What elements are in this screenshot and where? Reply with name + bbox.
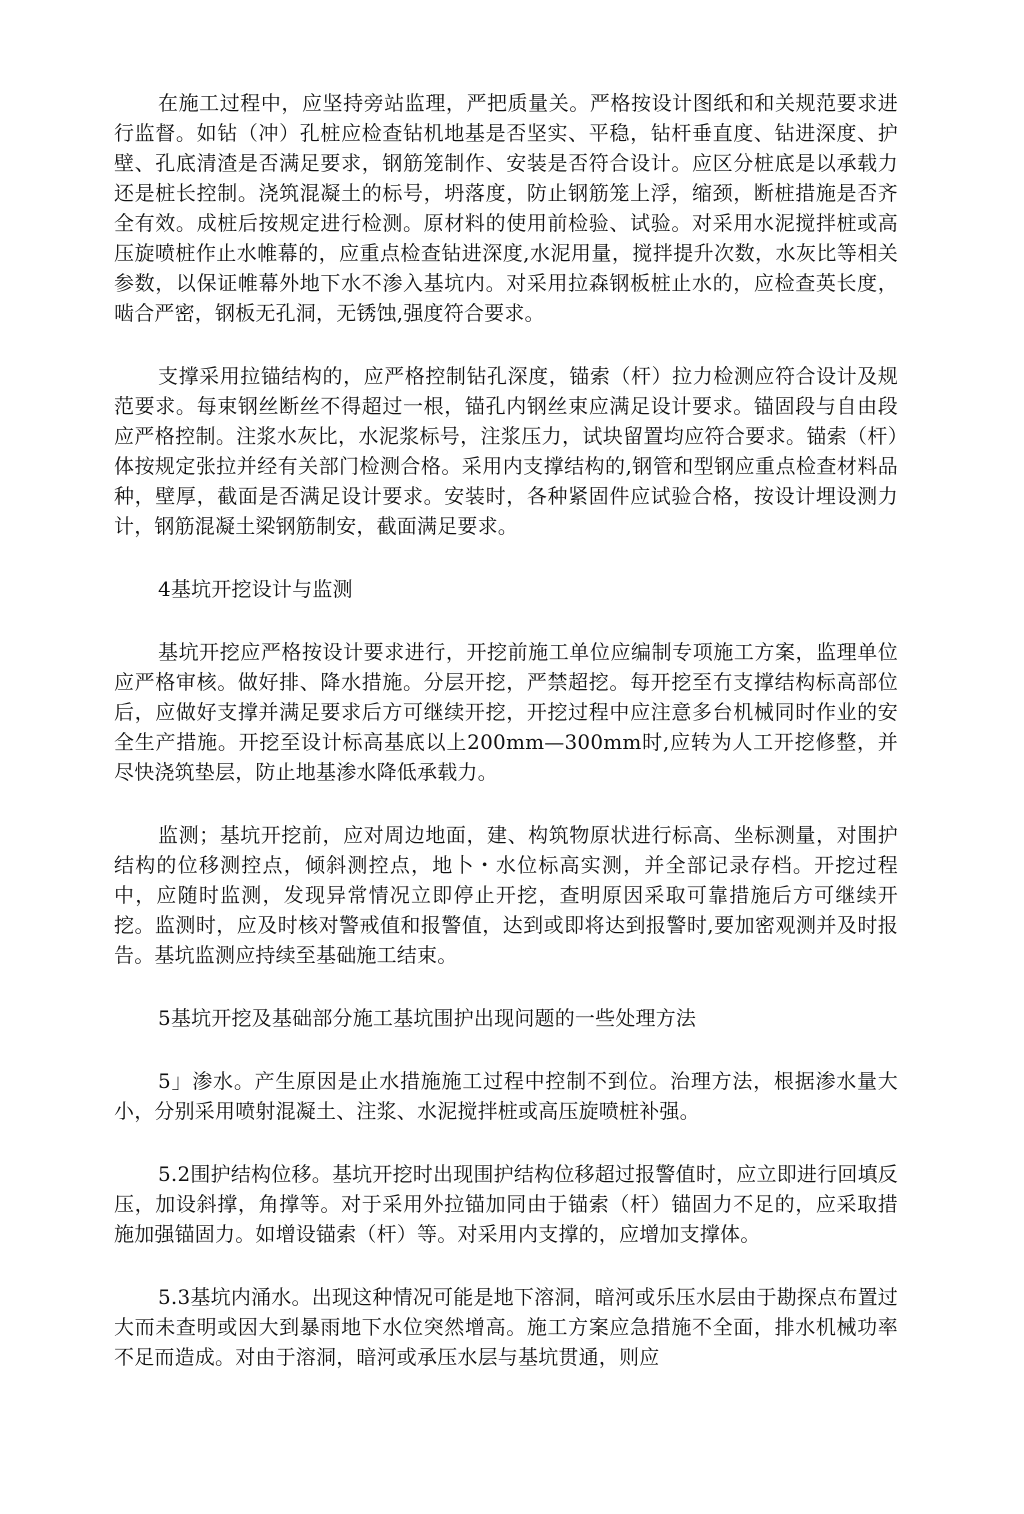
paragraph-5-1-seepage: 5」渗水。产生原因是止水措施施工过程中控制不到位。治理方法，根据渗水量大小，分别采用喷射混凝土、注浆、水泥搅拌桩或高压旋喷桩补强。 (114, 1069, 898, 1123)
paragraph-5-3-water-inrush: 5.3基坑内涌水。出现这种情况可能是地下溶洞，暗河或乐压水层由于勘探点布置过大而未查明或因大到暴雨地下水位突然增高。施工方案应急措施不全面，排水机械功率不足而造成。对由于溶洞，暗河或承压水层与基坑贯通，则应 (114, 1285, 898, 1369)
paragraph-monitoring: 监测；基坑开挖前，应对周边地面，建、构筑物原状进行标高、坐标测量，对围护结构的位移测控点，倾斜测控点，地卜・水位标高实测，并全部记录存档。开挖过程中，应随时监测，发现异常情况立即停止开挖，查明原因采取可靠措施后方可继续开挖。监测时，应及时核对警戒值和报警值，达到或即将达到报警时,要加密观测并及时报告。基坑监测应持续至基础施工结束。 (114, 823, 898, 967)
section-heading-4: 4基坑开挖设计与监测 (158, 577, 353, 601)
paragraph-5-2-displacement: 5.2围护结构位移。基坑开挖时出现围护结构位移超过报警值时，应立即进行回填反压，加设斜撑，角撑等。对于采用外拉锚加同由于锚索（杆）锚固力不足的，应采取措施加强锚固力。如增设锚索（杆）等。对采用内支撑的，应增加支撑体。 (114, 1162, 898, 1246)
paragraph-support-anchor: 支撑采用拉锚结构的，应严格控制钻孔深度，锚索（杆）拉力检测应符合设计及规范要求。每束钢丝断丝不得超过一根，锚孔内钢丝束应满足设计要求。锚固段与自由段应严格控制。注浆水灰比，水泥浆标号，注浆压力，试块留置均应符合要求。锚索（杆）体按规定张拉并经有关部门检测合格。采用内支撑结构的,钢管和型钢应重点检查材料品种，壁厚，截面是否满足设计要求。安装时，各种紧固件应试验合格，按设计埋设测力计，钢筋混凝土梁钢筋制安，截面满足要求。 (114, 364, 898, 538)
paragraph-excavation: 基坑开挖应严格按设计要求进行，开挖前施工单位应编制专项施工方案，监理单位应严格审核。做好排、降水措施。分层开挖，严禁超挖。每开挖至冇支撑结构标高部位后，应做好支撑并满足要求后方可继续开挖，开挖过程中应注意多台机械同时作业的安全生产措施。开挖至设计标高基底以上200mm—300mm时,应转为人工开挖修整，并尽快浇筑垫层，防止地基渗水降低承载力。 (114, 640, 898, 784)
document-body (114, 88, 898, 1405)
paragraph-construction-supervision: 在施工过程中，应坚持旁站监理，严把质量关。严格按设计图纸和和关规范要求进行监督。如钻（冲）孔桩应检查钻机地基是否坚实、平稳，钻杆垂直度、钻进深度、护壁、孔底清渣是否满足要求，钢筋笼制作、安装是否符合设计。应区分桩底是以承载力还是桩长控制。浇筑混凝土的标号，坍落度，防止钢筋笼上浮，缩颈，断桩措施是否齐全有效。成桩后按规定进行检测。原材料的使用前检验、试验。对采用水泥搅拌桩或高压旋喷桩作止水帷幕的，应重点检查钻进深度,水泥用量，搅拌提升次数，水灰比等相关参数，以保证帷幕外地下水不渗入基坑内。对采用拉森钢板桩止水的，应检查英长度，啮合严密，钢板无孔洞，无锈蚀,强度符合要求。 (114, 91, 898, 325)
section-heading-5: 5基坑开挖及基础部分施工基坑围护出现问题的一些处理方法 (158, 1006, 697, 1030)
